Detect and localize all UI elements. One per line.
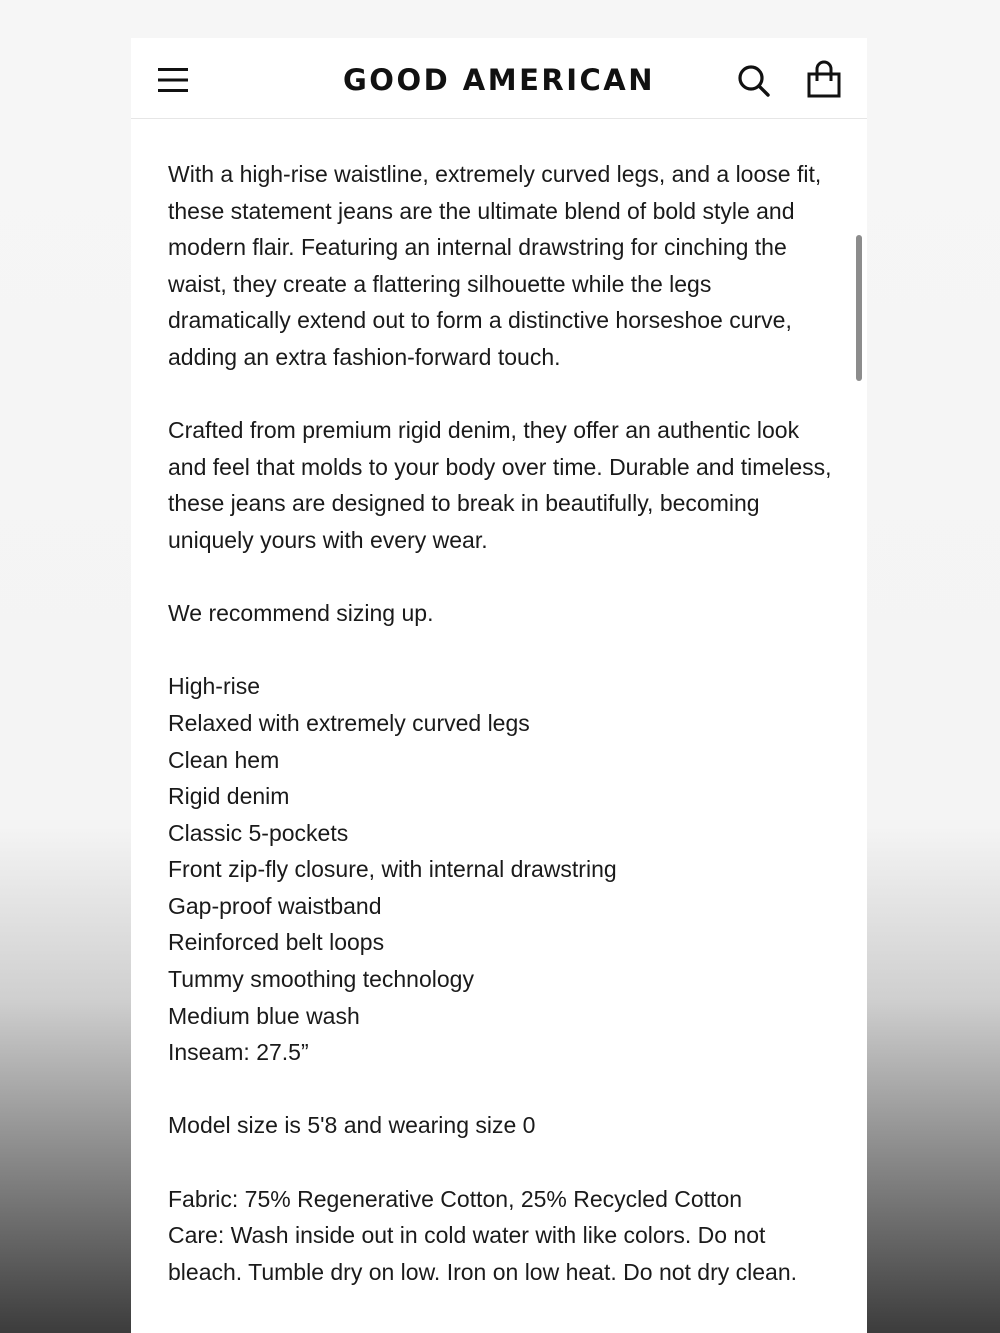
sizing-note: We recommend sizing up. — [168, 600, 434, 627]
brand-logo[interactable]: GOOD AMERICAN — [342, 63, 655, 97]
feature-list — [168, 668, 840, 1071]
feature-item: Gap-proof waistband — [168, 892, 382, 919]
product-details — [168, 156, 840, 1290]
site-header — [131, 38, 867, 119]
feature-item: Classic 5-pockets — [168, 819, 349, 846]
description-paragraph: With a high-rise waistline, extremely curved legs, and a loose fit, these statement jeans are the ultimate blend of bold style and modern flair. Featuring an internal drawstring for cinching the waist, they create a flattering silhouette while the legs dramatically extend out to form a distinctive horseshoe curve, adding an extra fashion-forward touch. — [168, 161, 822, 370]
feature-item: Front zip-fly closure, with internal drawstring — [168, 856, 617, 883]
feature-item: Reinforced belt loops — [168, 929, 385, 956]
feature-item: Inseam: 27.5” — [168, 1039, 309, 1066]
feature-item: Clean hem — [168, 746, 280, 773]
scrollbar-thumb[interactable] — [856, 235, 862, 381]
shopping-bag-icon[interactable] — [806, 60, 842, 98]
fabric-info: Fabric: 75% Regenerative Cotton, 25% Recycled Cotton — [168, 1185, 743, 1212]
description-paragraph: Crafted from premium rigid denim, they offer an authentic look and feel that molds to your body over time. Durable and timeless, these jeans are designed to break in beautifully, becoming uniquely yours with every wear. — [168, 417, 832, 553]
model-info: Model size is 5'8 and wearing size 0 — [168, 1112, 536, 1139]
care-info: Care: Wash inside out in cold water with like colors. Do not bleach. Tumble dry on low. Iron on low heat. Do not dry clean. — [168, 1222, 798, 1285]
hamburger-menu-icon[interactable] — [158, 67, 188, 93]
feature-item: Medium blue wash — [168, 1002, 360, 1029]
feature-item: Rigid denim — [168, 783, 290, 810]
search-icon[interactable] — [737, 64, 771, 98]
feature-item: Tummy smoothing technology — [168, 966, 474, 993]
product-description-page — [131, 38, 867, 1333]
feature-item: Relaxed with extremely curved legs — [168, 709, 530, 736]
feature-item: High-rise — [168, 673, 261, 700]
